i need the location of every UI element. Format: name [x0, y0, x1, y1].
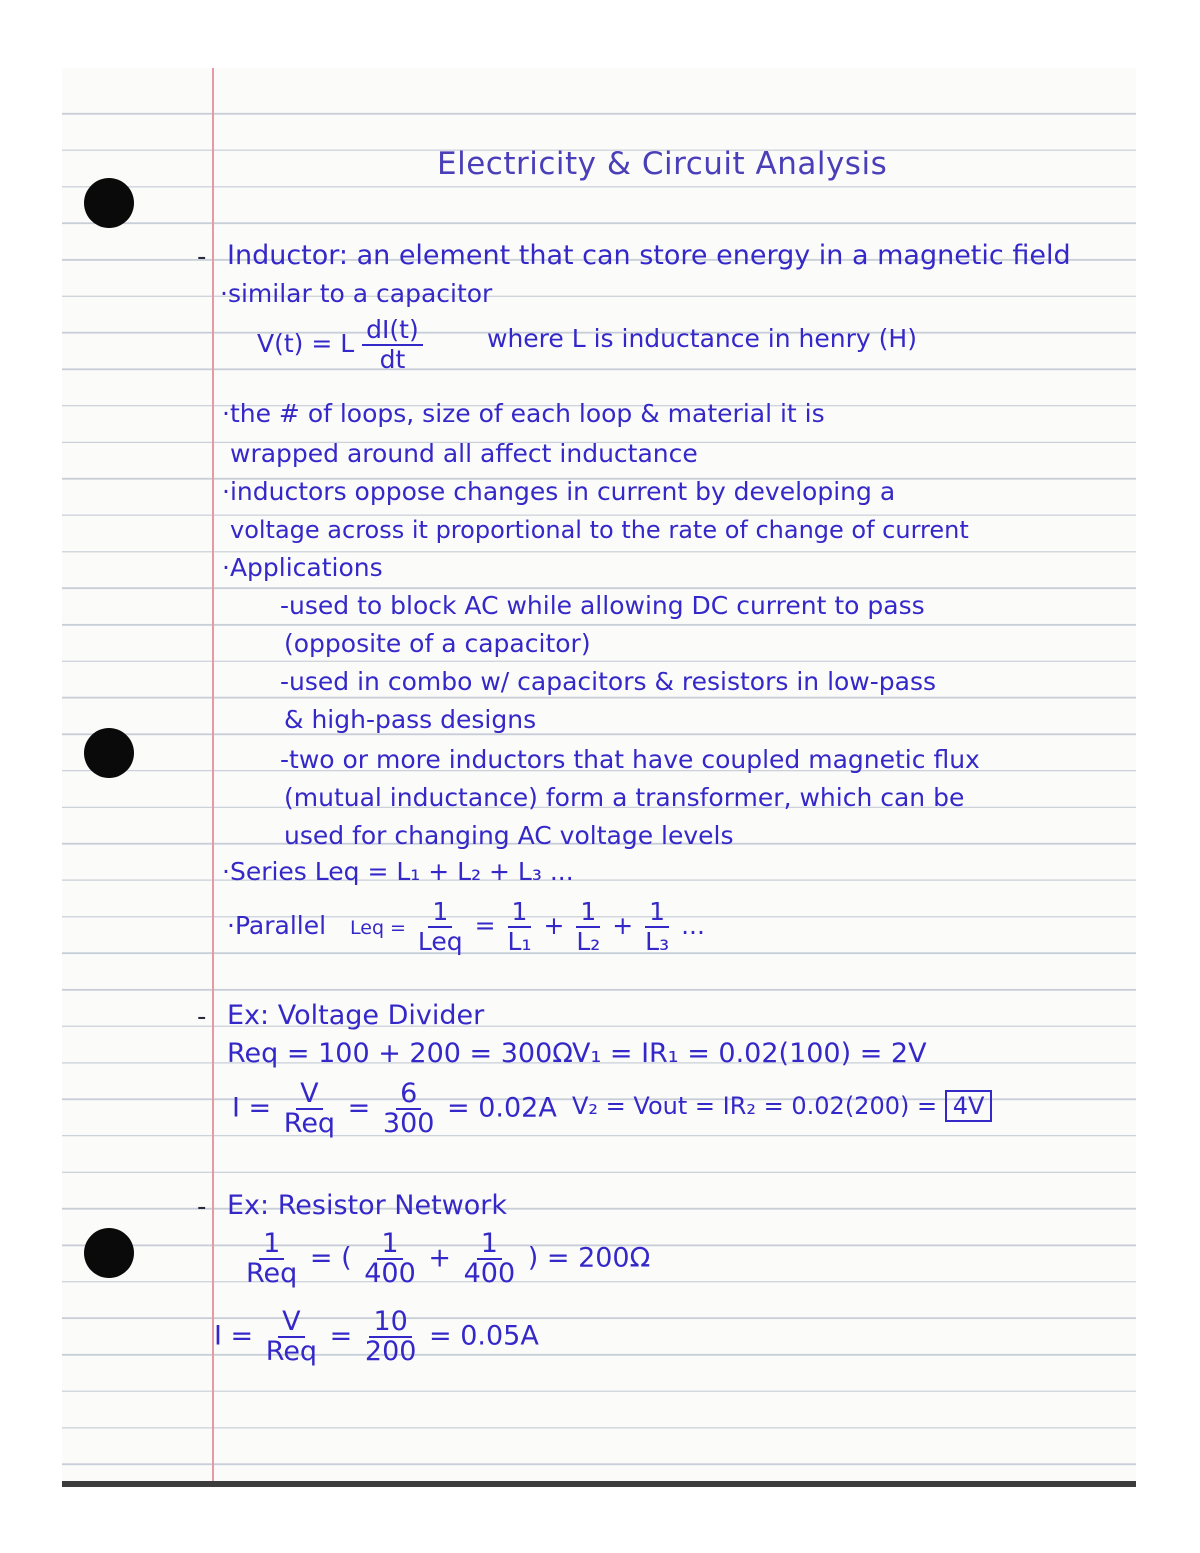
- inductor-formula: [257, 316, 423, 374]
- parallel-ellipsis: ...: [681, 911, 705, 940]
- example2-req-eq: = (: [309, 1242, 352, 1274]
- example2-i-result: = 0.05A: [429, 1320, 539, 1352]
- parallel-term-1-num: 1: [508, 898, 532, 928]
- application-3b: (mutual inductance) form a transformer, which can be: [284, 783, 965, 812]
- parallel-term-0-den: Leq: [417, 927, 463, 956]
- example1-current: [232, 1080, 557, 1138]
- example2-req-num: 1: [259, 1230, 284, 1260]
- example1-i-frac: [280, 1080, 339, 1138]
- application-3c: used for changing AC voltage levels: [284, 821, 734, 850]
- bullet-dash: -: [197, 242, 207, 272]
- inductor-oppose-line1: ·inductors oppose changes in current by developing a: [222, 477, 896, 506]
- page-bottom-edge: [62, 1481, 1136, 1487]
- example1-i-num2: 6: [396, 1080, 421, 1110]
- application-1a: -used to block AC while allowing DC current to pass: [280, 591, 925, 620]
- example1-i-lhs: I =: [232, 1092, 272, 1124]
- example1-v2-answer-box: 4V: [945, 1090, 993, 1122]
- parallel-plus-2: +: [612, 911, 634, 940]
- example1-i-num: V: [296, 1080, 322, 1110]
- bullet-dash: -: [197, 1192, 207, 1222]
- example2-frac-a: [360, 1230, 420, 1288]
- example2-i-num: V: [278, 1308, 304, 1338]
- application-2a: -used in combo w/ capacitors & resistors in low-pass: [280, 667, 937, 696]
- notebook-page: [62, 68, 1136, 1481]
- application-2b: & high-pass designs: [284, 705, 537, 734]
- margin-line: [212, 68, 214, 1481]
- example2-i-den2: 200: [364, 1336, 417, 1367]
- parallel-term-2-den: L₂: [576, 927, 601, 956]
- parallel-term-3-num: 1: [645, 898, 669, 928]
- example2-current: [214, 1308, 539, 1366]
- parallel-term-0: [414, 898, 467, 956]
- example2-req-result: ) = 200Ω: [527, 1242, 651, 1274]
- formula-lhs: V(t) = L: [257, 329, 355, 358]
- example2-plus: +: [428, 1242, 452, 1274]
- example2-frac-b-num: 1: [477, 1230, 502, 1260]
- example1-i-frac2: [379, 1080, 439, 1138]
- inductor-loops-line1: ·the # of loops, size of each loop & material it is: [222, 399, 825, 428]
- example2-frac-a-den: 400: [364, 1258, 416, 1289]
- parallel-eq: =: [474, 911, 496, 940]
- formula-denominator: dt: [379, 345, 406, 374]
- parallel-formula: [227, 898, 705, 956]
- example1-heading: Ex: Voltage Divider: [227, 1000, 485, 1031]
- example2-i-frac2: [361, 1308, 421, 1366]
- parallel-term-3: [641, 898, 673, 956]
- application-3a: -two or more inductors that have coupled magnetic flux: [280, 745, 980, 774]
- applications-label: ·Applications: [222, 553, 383, 582]
- example1-i-result: = 0.02A: [447, 1092, 557, 1124]
- inductor-oppose-line2: voltage across it proportional to the rate of change of current: [230, 516, 969, 544]
- example1-v2: [572, 1090, 992, 1122]
- binder-hole-middle: [84, 728, 134, 778]
- example1-v1: V₁ = IR₁ = 0.02(100) = 2V: [572, 1038, 927, 1069]
- example2-i-frac: [262, 1308, 321, 1366]
- series-formula: ·Series Leq = L₁ + L₂ + L₃ ...: [222, 857, 574, 886]
- example1-i-den: Req: [283, 1108, 336, 1139]
- parallel-term-2-num: 1: [576, 898, 600, 928]
- binder-hole-top: [84, 178, 134, 228]
- inductor-loops-line2: wrapped around all affect inductance: [230, 439, 698, 468]
- example2-req-frac: [242, 1230, 301, 1288]
- formula-note: where L is inductance in henry (H): [487, 324, 917, 353]
- parallel-label: ·Parallel: [227, 911, 327, 940]
- example1-v2-prefix: V₂ = Vout = IR₂ = 0.02(200) =: [572, 1092, 938, 1120]
- example2-req: [242, 1230, 650, 1288]
- example1-req: Req = 100 + 200 = 300Ω: [227, 1038, 573, 1069]
- page-title: Electricity & Circuit Analysis: [437, 146, 888, 182]
- parallel-term-1-den: L₁: [507, 927, 532, 956]
- inductor-similar: ·similar to a capacitor: [220, 279, 493, 308]
- parallel-plus-1: +: [543, 911, 565, 940]
- parallel-leq: Leq =: [350, 917, 406, 939]
- example2-i-eq: =: [329, 1320, 353, 1352]
- example2-i-lhs: I =: [214, 1320, 254, 1352]
- parallel-term-2: [572, 898, 604, 956]
- inductor-definition: Inductor: an element that can store energy in a magnetic field: [227, 240, 1071, 271]
- binder-hole-bottom: [84, 1228, 134, 1278]
- application-1b: (opposite of a capacitor): [284, 629, 591, 658]
- parallel-term-0-num: 1: [428, 898, 452, 928]
- formula-numerator: dI(t): [362, 316, 423, 346]
- example2-frac-a-num: 1: [377, 1230, 402, 1260]
- parallel-term-3-den: L₃: [645, 927, 670, 956]
- formula-fraction: [362, 316, 423, 374]
- parallel-term-1: [504, 898, 536, 956]
- example2-frac-b-den: 400: [463, 1258, 516, 1289]
- example2-frac-b: [460, 1230, 520, 1288]
- example1-i-den2: 300: [382, 1108, 435, 1139]
- example2-i-num2: 10: [369, 1308, 411, 1338]
- example2-heading: Ex: Resistor Network: [227, 1190, 508, 1221]
- example2-req-den: Req: [246, 1258, 298, 1289]
- bullet-dash: -: [197, 1002, 207, 1032]
- example2-i-den: Req: [265, 1336, 318, 1367]
- example1-i-eq: =: [347, 1092, 371, 1124]
